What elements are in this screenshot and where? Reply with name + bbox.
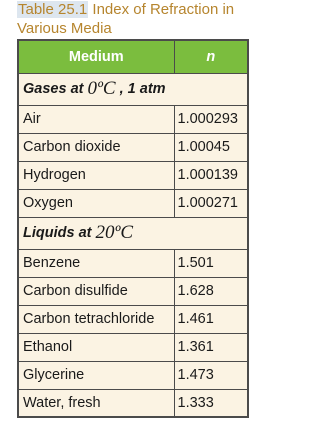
- medium-cell: Carbon dioxide: [18, 133, 174, 161]
- index-cell: 1.361: [174, 333, 248, 361]
- index-cell: 1.00045: [174, 133, 248, 161]
- table-title: Index of Refraction in Various Media: [17, 1, 235, 37]
- index-cell: 1.473: [174, 361, 248, 389]
- medium-cell: Air: [18, 105, 174, 133]
- table-number: Table 25.1: [18, 1, 88, 18]
- medium-cell: Carbon disulfide: [18, 277, 174, 305]
- medium-cell: Carbon tetrachloride: [18, 305, 174, 333]
- section-label-liquids-pre: Liquids at: [23, 225, 96, 241]
- index-cell: 1.501: [174, 249, 248, 277]
- table-row: [18, 189, 248, 217]
- index-cell: 1.000271: [174, 189, 248, 217]
- medium-cell: Water, fresh: [18, 389, 174, 417]
- index-cell: 1.000293: [174, 105, 248, 133]
- medium-cell: Hydrogen: [18, 161, 174, 189]
- section-label-gases: [18, 73, 248, 105]
- index-cell: 1.461: [174, 305, 248, 333]
- medium-cell: Oxygen: [18, 189, 174, 217]
- table-row: [18, 249, 248, 277]
- medium-cell: Ethanol: [18, 333, 174, 361]
- header-n: n: [174, 40, 248, 73]
- refraction-table: [17, 39, 249, 418]
- section-temp-liquids: 20ºC: [95, 222, 134, 243]
- medium-cell: Glycerine: [18, 361, 174, 389]
- section-temp-gases: 0ºC: [87, 78, 116, 99]
- index-cell: 1.000139: [174, 161, 248, 189]
- index-cell: 1.333: [174, 389, 248, 417]
- header-medium: Medium: [18, 40, 174, 73]
- table-row: [18, 105, 248, 133]
- table-row: [18, 161, 248, 189]
- table-caption: [17, 0, 267, 38]
- section-row-gases: [18, 73, 248, 105]
- table-row: [18, 333, 248, 361]
- section-label-liquids: [18, 217, 248, 249]
- table-row: [18, 133, 248, 161]
- section-row-liquids: [18, 217, 248, 249]
- table-row: [18, 361, 248, 389]
- medium-cell: Benzene: [18, 249, 174, 277]
- table-row: [18, 305, 248, 333]
- table-row: [18, 277, 248, 305]
- index-cell: 1.628: [174, 277, 248, 305]
- header-row: [18, 40, 248, 73]
- section-label-gases-post: , 1 atm: [115, 81, 166, 97]
- table-row: [18, 389, 248, 417]
- section-label-gases-pre: Gases at: [23, 81, 88, 97]
